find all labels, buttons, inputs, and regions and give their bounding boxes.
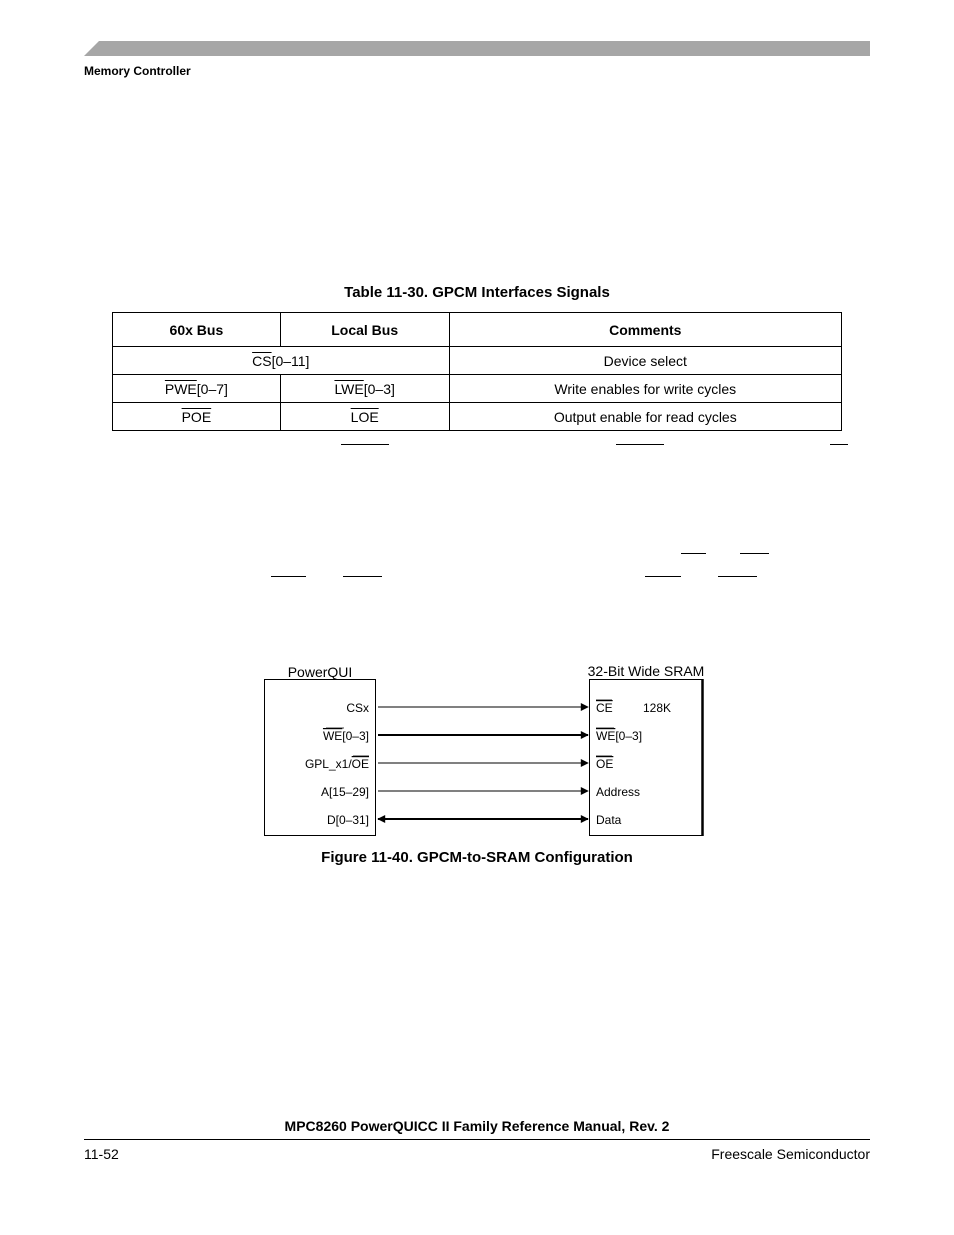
table-cell [280, 403, 449, 431]
signals-table [112, 312, 842, 431]
signal-name-overlined: $\overline{PWE}$ [164, 380, 197, 397]
signal-name-overlined: $\overline{LWE}$ [334, 380, 364, 397]
signal-name-overlined: $\overline{CS}$ [252, 352, 272, 369]
table-row [113, 347, 842, 375]
header-bar [84, 41, 870, 56]
section-title: Memory Controller [84, 64, 191, 78]
pin-label-data: D[0–31] [326, 813, 369, 827]
pin-label-we: WE[0–3] [322, 729, 369, 743]
table-cell: Output enable for read cycles [449, 403, 841, 431]
pin-label-address: A[15–29] [320, 785, 369, 799]
pin-label-sram-oe: OE [596, 757, 614, 771]
table-cell [113, 375, 281, 403]
overline-mark [343, 576, 382, 577]
table-caption: Table 11-30. GPCM Interfaces Signals [344, 284, 610, 301]
table-cell: Device select [449, 347, 841, 375]
pin-label-ce: CE [596, 701, 613, 715]
pin-label-sram-address: Address [596, 785, 641, 799]
pin-label-sram-we: WE[0–3] [596, 729, 643, 743]
table-cell [113, 347, 450, 375]
overline-mark [616, 444, 664, 445]
overline-mark [718, 576, 757, 577]
powerqui-block-label: PowerQUI [287, 664, 353, 680]
signal-suffix: [0–7] [196, 380, 228, 397]
company-name: Freescale Semiconductor [711, 1146, 870, 1162]
sram-size-label: 128K [643, 701, 672, 715]
pin-label-sram-data: Data [596, 813, 622, 827]
page-number: 11-52 [84, 1146, 119, 1162]
column-header: Local Bus [280, 313, 449, 347]
table-cell [280, 375, 449, 403]
overline-mark [645, 576, 681, 577]
signal-suffix: [0–11] [271, 352, 310, 369]
gpcm-sram-diagram [0, 650, 954, 845]
figure-caption: Figure 11-40. GPCM-to-SRAM Configuration [321, 849, 633, 866]
overline-mark [271, 576, 306, 577]
footer-rule [84, 1139, 870, 1140]
footer-title: MPC8260 PowerQUICC II Family Reference Manual, Rev. 2 [284, 1118, 670, 1134]
signal-name-overlined: $\overline{POE}$ [181, 408, 212, 425]
signal-suffix: [0–3] [363, 380, 395, 397]
table-header-row [113, 313, 842, 347]
overline-mark [830, 444, 848, 445]
table-row [113, 375, 842, 403]
table-cell: Write enables for write cycles [449, 375, 841, 403]
sram-block-label: 32-Bit Wide SRAM [587, 663, 705, 679]
pin-label-csx: CSx [346, 701, 369, 715]
overline-mark [681, 553, 706, 554]
table-row [113, 403, 842, 431]
column-header: Comments [449, 313, 841, 347]
signal-name-overlined: $\overline{LOE}$ [350, 408, 379, 425]
table-cell [113, 403, 281, 431]
overline-mark [341, 444, 389, 445]
overline-mark [740, 553, 769, 554]
column-header: 60x Bus [113, 313, 281, 347]
pin-label-gpl-oe: GPL_x1/OE [304, 757, 369, 771]
